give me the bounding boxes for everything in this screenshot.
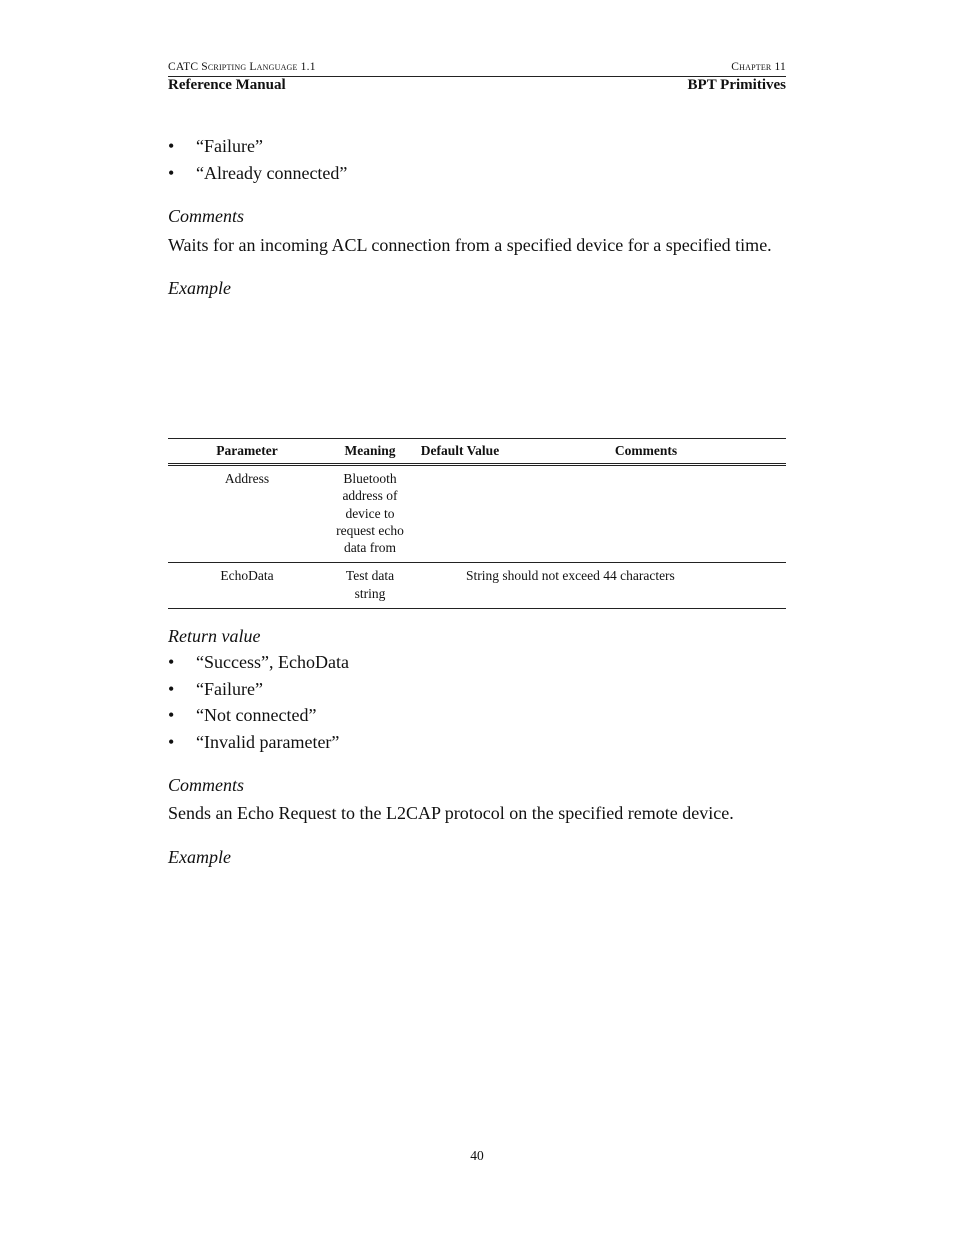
list-item: • “Failure”: [168, 676, 349, 703]
header-chapter: Chapter 11: [731, 61, 786, 73]
cell-parameter: Address: [224, 471, 270, 486]
bullet: •: [168, 136, 175, 156]
bullet: •: [168, 162, 175, 183]
bullet: •: [168, 678, 175, 699]
header-section-name: BPT Primitives: [687, 77, 786, 93]
list-item: • “Success”, EchoData: [168, 649, 349, 676]
return-values-list: [168, 649, 349, 756]
comments-heading-1: Comments: [168, 206, 244, 226]
list-item: • “Failure”: [168, 133, 347, 160]
bullet: •: [168, 705, 175, 726]
cell-default: [414, 465, 506, 563]
header-meaning: Meaning: [326, 439, 414, 465]
comments-heading-2: Comments: [168, 775, 244, 795]
cell-comments: [506, 465, 786, 563]
bullet: •: [168, 652, 175, 672]
header-manual-name: Reference Manual: [168, 77, 286, 93]
header-comments: Comments: [506, 439, 786, 465]
example-heading-2: Example: [168, 847, 231, 867]
list-item: • “Not connected”: [168, 702, 349, 729]
header-doc-title: CATC Scripting Language 1.1: [168, 61, 316, 73]
comments-text-1: Waits for an incoming ACL connection from a specified device for a specified time.: [168, 235, 772, 255]
bullet: •: [168, 732, 175, 753]
table-row: [168, 563, 786, 609]
header-bottom-row: [168, 77, 786, 94]
header-default-value: Default Value: [414, 439, 506, 465]
list-item: • “Invalid parameter”: [168, 729, 349, 756]
example-heading-1: Example: [168, 278, 231, 298]
list-item: • “Already connected”: [168, 160, 347, 187]
cell-comments: String should not exceed 44 characters: [466, 568, 675, 584]
header-parameter: Parameter: [168, 439, 326, 465]
cell-meaning: Bluetooth address of device to request echo data from: [336, 471, 404, 556]
parameter-table: [168, 438, 786, 609]
page-number: 40: [470, 1148, 484, 1163]
table-header-row: [168, 439, 786, 465]
cell-meaning: Test data string: [345, 568, 395, 601]
return-values-list-top: [168, 133, 347, 186]
table-row: [168, 465, 786, 563]
comments-text-2: Sends an Echo Request to the L2CAP protocol on the specified remote device.: [168, 803, 734, 823]
cell-parameter: EchoData: [220, 568, 274, 584]
header-top-row: [168, 60, 786, 77]
page-header: [168, 60, 786, 94]
return-value-heading: Return value: [168, 626, 261, 646]
